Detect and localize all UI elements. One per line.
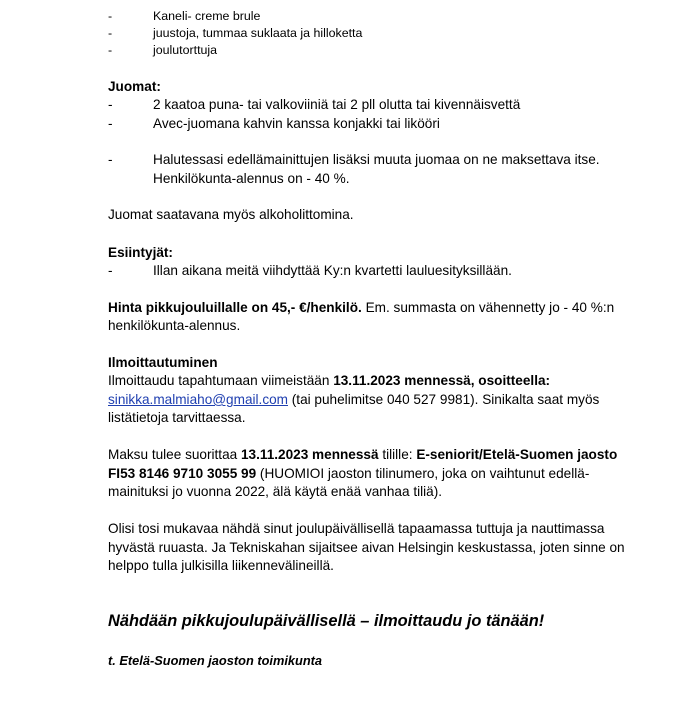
drinks-dash-3: - (108, 152, 113, 167)
dessert-item-1: Kaneli- creme brule (153, 9, 261, 23)
signature: t. Etelä-Suomen jaoston toimikunta (108, 653, 323, 668)
price-line (108, 299, 614, 317)
price-line-2: henkilökunta-alennus. (108, 318, 241, 333)
drinks-heading: Juomat: (108, 79, 161, 94)
registration-phone: (tai puhelimitse 040 527 9981). Sinikalta saat myös (288, 392, 600, 407)
dessert-dash-1: - (108, 9, 113, 23)
price-rest: Em. summasta on vähennetty jo - 40 %:n (361, 300, 615, 315)
dessert-dash-2: - (108, 26, 113, 40)
drinks-item-1: 2 kaatoa puna- tai valkoviiniä tai 2 pll olutta tai kivennäisvettä (153, 97, 521, 112)
payment-date: 13.11.2023 mennessä (240, 447, 379, 462)
discount-line: Henkilökunta-alennus on - 40 %. (153, 171, 350, 186)
payment-mid: tilille: (378, 447, 417, 462)
registration-pre: Ilmoittaudu tapahtumaan viimeistään (108, 373, 334, 388)
dessert-item-2: juustoja, tummaa suklaata ja hilloketta (153, 26, 363, 40)
payment-iban-note: (HUOMIOI jaoston tilinumero, joka on vaihtunut edellä- (256, 466, 590, 481)
invitation-line-3: helppo tulla julkisilla liikennevälineillä. (108, 558, 334, 573)
invitation-line-2: hyvästä ruuasta. Ja Tekniskahan sijaitsee aivan Helsingin keskustassa, joten sinne on (108, 540, 625, 555)
non-alcoholic-note: Juomat saatavana myös alkoholittomina. (108, 207, 354, 222)
payment-iban: FI53 8146 9710 3055 99 (108, 466, 257, 481)
payment-line-1 (108, 446, 617, 464)
dessert-item-3: joulutorttuja (153, 43, 218, 57)
performers-heading: Esiintyjät: (108, 245, 173, 260)
drinks-item-2: Avec-juomana kahvin kanssa konjakki tai likööri (153, 116, 440, 131)
payment-line-2 (108, 465, 589, 483)
email-link[interactable]: sinikka.malmiaho@gmail.com (108, 392, 288, 407)
drinks-item-3: Halutessasi edellämainittujen lisäksi muuta juomaa on ne maksettava itse. (153, 152, 600, 167)
closing-call: Nähdään pikkujoulupäivällisellä – ilmoittaudu jo tänään! (108, 612, 545, 630)
registration-line-1 (108, 372, 550, 390)
price-bold: Hinta pikkujouluillalle on 45,- €/henkilö. (108, 300, 362, 315)
performers-text: Illan aikana meitä viihdyttää Ky:n kvartetti lauluesityksillään. (153, 263, 512, 278)
registration-line-2 (108, 391, 599, 409)
registration-heading: Ilmoittautuminen (108, 355, 218, 370)
registration-deadline: 13.11.2023 mennessä, osoitteella: (333, 373, 551, 388)
dessert-dash-3: - (108, 43, 113, 57)
payment-pre: Maksu tulee suorittaa (108, 447, 241, 462)
payment-account: E-seniorit/Etelä-Suomen jaosto (416, 447, 618, 462)
payment-line-3: mainituksi jo vuonna 2022, älä käytä enää vanhaa tiliä). (108, 484, 443, 499)
drinks-dash-1: - (108, 97, 113, 112)
invitation-line-1: Olisi tosi mukavaa nähdä sinut joulupäivällisellä tapaamassa tuttuja ja nauttimassa (108, 521, 605, 536)
performers-dash: - (108, 263, 113, 278)
registration-line-3: listätietoja tarvittaessa. (108, 410, 246, 425)
drinks-dash-2: - (108, 116, 113, 131)
